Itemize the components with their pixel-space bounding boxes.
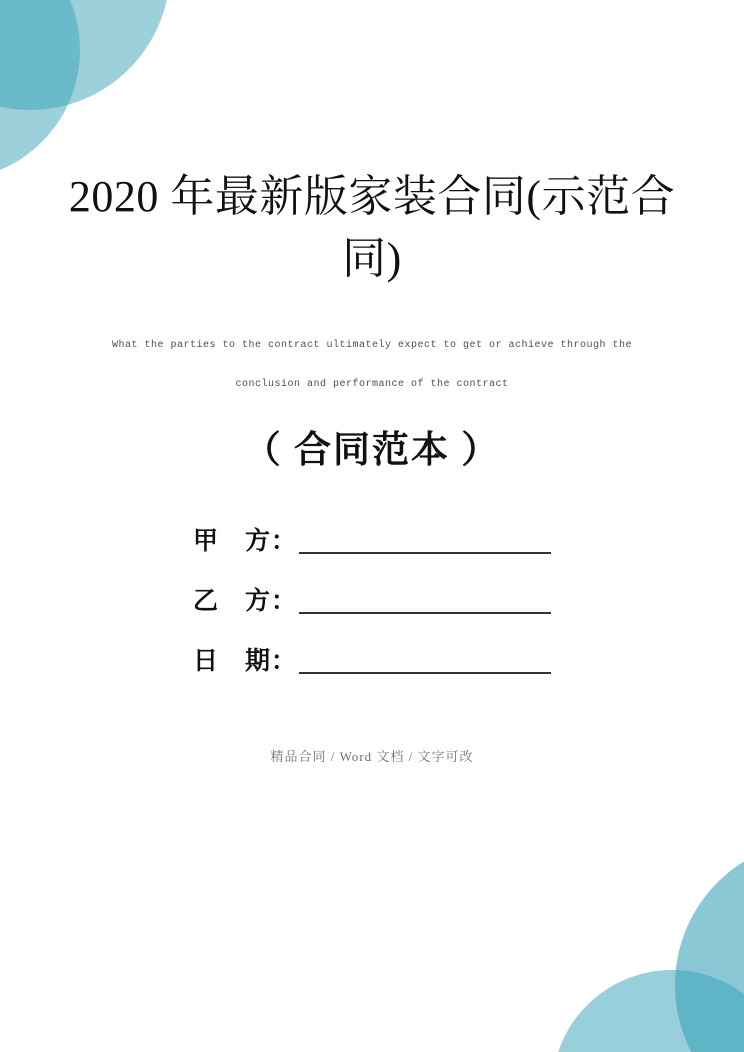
document-footer: 精品合同 / Word 文档 / 文字可改 [270, 749, 474, 764]
contract-template-stamp: （ 合同范本 ） [243, 430, 501, 471]
date-blank-line [299, 671, 551, 674]
party-b-blank-line [299, 611, 551, 614]
date-label: 日 期： [192, 648, 297, 675]
decor-circle-bottom-right-inner [552, 970, 744, 1052]
party-a-row [0, 527, 744, 557]
subtitle-line-1: What the parties to the contract ultimately expect to get or achieve through the [111, 340, 633, 351]
document-title-line-2: 同) [342, 234, 402, 283]
party-a-blank-line [299, 551, 551, 554]
signature-form [0, 527, 744, 707]
document-title-line-1: 2020 年最新版家装合同(示范合 [68, 172, 676, 221]
party-b-row [0, 587, 744, 617]
subtitle-line-2: conclusion and performance of the contract [235, 379, 509, 390]
decor-circle-top-left-inner [0, 0, 80, 180]
document-title [0, 166, 744, 290]
party-a-label: 甲 方： [192, 528, 297, 555]
party-b-label: 乙 方： [192, 588, 297, 615]
document-subtitle [0, 326, 744, 404]
date-row [0, 647, 744, 677]
